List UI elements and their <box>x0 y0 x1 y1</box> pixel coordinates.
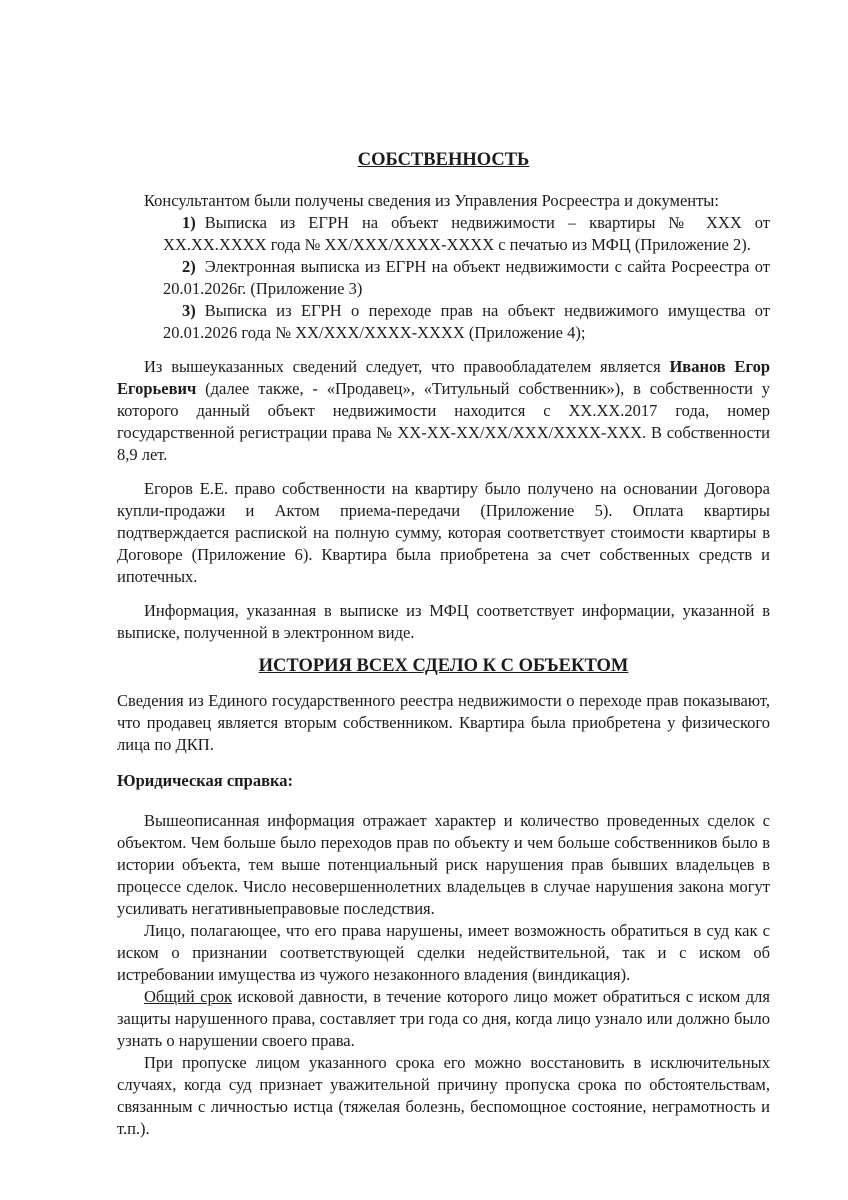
owner-paragraph-lead: Из вышеуказанных сведений следует, что правообладателем является <box>144 357 670 376</box>
intro-paragraph: Консультантом были получены сведения из Управления Росреестра и документы: <box>144 191 719 210</box>
mfc-info-paragraph: Информация, указанная в выписке из МФЦ соответствует информации, указанной в выписке, полученной в электронном виде. <box>117 601 770 642</box>
list-item <box>163 256 770 300</box>
limitation-term-underlined: Общий срок <box>144 987 232 1006</box>
list-item-text: Выписка из ЕГРН на объект недвижимости – квартиры № ХХХ от ХХ.ХХ.ХХХХ года № ХХ/ХХХ/ХХХХ-ХХХХ с печатью из МФЦ (Приложение 2). <box>163 213 770 254</box>
list-item-text: Электронная выписка из ЕГРН на объект недвижимости с сайта Росреестра от 20.01.2026г. (Приложение 3) <box>163 257 770 298</box>
legal-paragraph-3 <box>117 986 770 1052</box>
legal-paragraph-1: Вышеописанная информация отражает характер и количество проведенных сделок с объектом. Чем больше было переходов прав по объекту и чем больше собственников было в истории объекта, тем выше потенциальный риск нарушения прав бывших владельцев в процессе сделок. Число несовершеннолетних владельцев в случае нарушения закона могут усиливать негативныеправовые последствия. <box>117 811 770 918</box>
legal-note-heading: Юридическая справка: <box>117 771 293 790</box>
legal-paragraph-2: Лицо, полагающее, что его права нарушены, имеет возможность обратиться в суд как с иском о признании соответствующей сделки недействительной, так и с иском об истребовании имущества из чужого незаконного владения (виндикация). <box>117 921 770 984</box>
legal-paragraph-3-rest: исковой давности, в течение которого лицо может обратиться с иском для защиты нарушенного права, составляет три года со дня, когда лицо узнало или должно было узнать о нарушении своего права. <box>117 987 770 1050</box>
legal-paragraph-4: При пропуске лицом указанного срока его можно восстановить в исключительных случаях, когда суд признает уважительной причину пропуска срока по обстоятельствам, связанным с личностью истца (тяжелая болезнь, беспомощное состояние, неграмотность и т.п.). <box>117 1053 770 1138</box>
owner-paragraph-rest: (далее также, - «Продавец», «Титульный собственник»), в собственности у которого данный объект недвижимости находится с ХХ.ХХ.2017 года, номер государственной регистрации права № ХХ-ХХ-ХХ/ХХ/ХХХ/ХХХХ-ХХХ. В собственности 8,9 лет. <box>117 379 770 464</box>
history-section-heading: ИСТОРИЯ ВСЕХ СДЕЛО К С ОБЪЕКТОМ <box>258 656 629 676</box>
list-item-number: 2) <box>182 257 196 276</box>
list-item <box>163 300 770 344</box>
list-item-number: 3) <box>182 301 196 320</box>
list-item <box>163 212 770 256</box>
page-title: СОБСТВЕННОСТЬ <box>357 150 530 170</box>
owner-name-bold: Иванов Егор Егорьевич <box>117 357 771 398</box>
ownership-basis-paragraph: Егоров Е.Е. право собственности на квартиру было получено на основании Договора купли-продажи и Актом приема-передачи (Приложение 5). Оплата квартиры подтверждается распиской на полную сумму, которая соответствует стоимости квартиры в Договоре (Приложение 6). Квартира была приобретена за счет собственных средств и ипотечных. <box>117 479 770 586</box>
documents-list <box>117 212 770 344</box>
history-paragraph: Сведения из Единого государственного реестра недвижимости о переходе прав показывают, что продавец является вторым собственником. Квартира была приобретена у физического лица по ДКП. <box>117 691 770 754</box>
owner-paragraph <box>117 356 770 466</box>
list-item-text: Выписка из ЕГРН о переходе прав на объект недвижимого имущества от 20.01.2026 года № ХХ/ХХХ/ХХХХ-ХХХХ (Приложение 4); <box>163 301 770 342</box>
list-item-number: 1) <box>182 213 196 232</box>
